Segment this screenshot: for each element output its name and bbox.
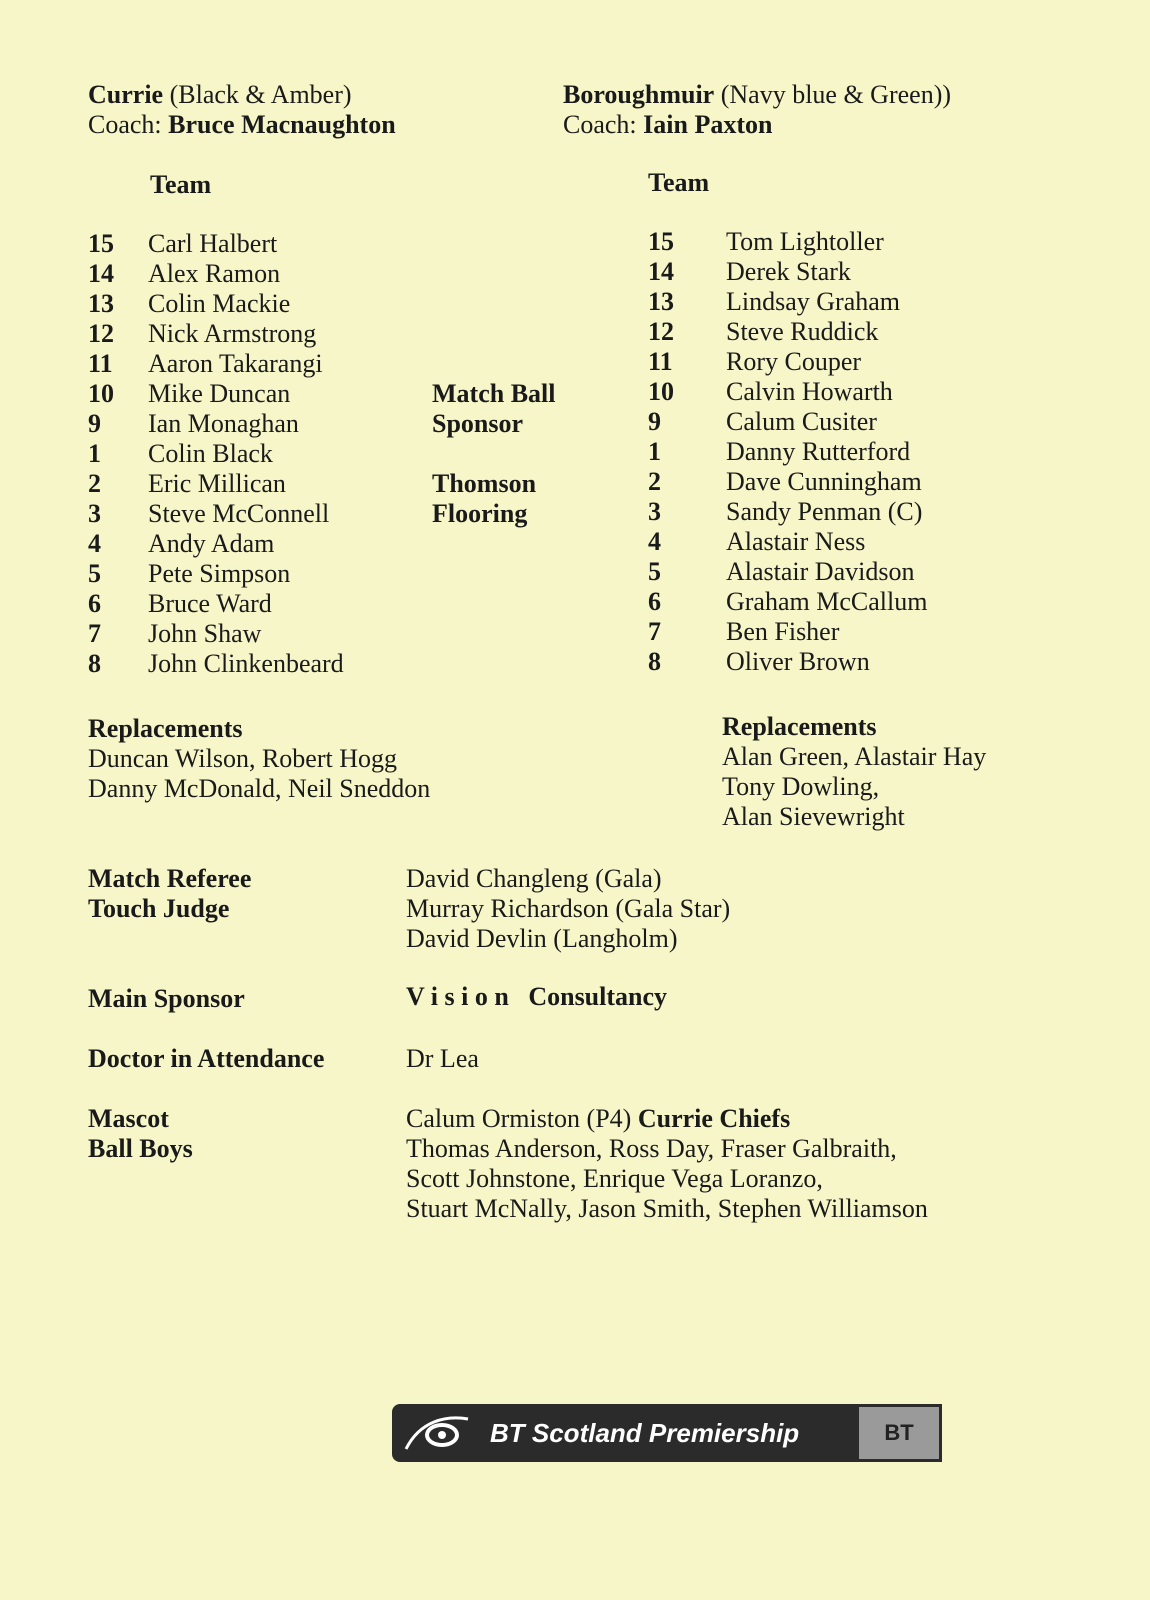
player-name: Tom Lightoller xyxy=(726,227,884,256)
player-name: Derek Stark xyxy=(726,257,851,286)
currie-coach xyxy=(88,110,396,140)
mascot-label: Mascot xyxy=(88,1104,169,1133)
boroughmuir-player-list xyxy=(648,227,927,677)
currie-team-name: Currie xyxy=(88,80,164,109)
boroughmuir-replacements-heading: Replacements xyxy=(722,712,877,741)
boroughmuir-replacements-line: Alan Sievewright xyxy=(722,802,905,831)
currie-player-list xyxy=(88,229,344,679)
boroughmuir-coach-name: Iain Paxton xyxy=(643,110,773,139)
main-sponsor-value: V i s i o n Consultancy xyxy=(406,982,668,1011)
player-name: Alastair Ness xyxy=(726,527,866,556)
player-number: 13 xyxy=(88,289,114,318)
player-number: 10 xyxy=(88,379,114,408)
player-name: Steve McConnell xyxy=(148,499,330,528)
player-name: Dave Cunningham xyxy=(726,467,922,496)
player-number: 3 xyxy=(88,499,101,528)
player-name: Calum Cusiter xyxy=(726,407,877,436)
touch-judge-name: David Devlin (Langholm) xyxy=(406,924,678,953)
player-row xyxy=(648,647,927,677)
player-number: 8 xyxy=(88,649,101,678)
player-name: Nick Armstrong xyxy=(148,319,317,348)
player-row xyxy=(648,347,927,377)
rugby-ball-thistle-icon xyxy=(392,1404,482,1462)
player-number: 3 xyxy=(648,497,661,526)
boroughmuir-header xyxy=(563,80,951,110)
player-number: 6 xyxy=(88,589,101,618)
player-number: 2 xyxy=(88,469,101,498)
player-number: 11 xyxy=(648,347,673,376)
match-ball-heading-1: Match Ball xyxy=(432,379,556,408)
player-name: Carl Halbert xyxy=(148,229,278,258)
player-name: Lindsay Graham xyxy=(726,287,901,316)
boroughmuir-replacements-line: Alan Green, Alastair Hay xyxy=(722,742,987,771)
player-name: John Shaw xyxy=(148,619,262,648)
player-number: 12 xyxy=(648,317,674,346)
currie-team-heading: Team xyxy=(150,170,212,199)
player-row xyxy=(88,319,344,349)
player-name: Colin Black xyxy=(148,439,273,468)
player-row xyxy=(88,259,344,289)
player-row xyxy=(648,527,927,557)
currie-coach-label: Coach: xyxy=(88,110,162,139)
player-row xyxy=(88,649,344,679)
player-number: 14 xyxy=(88,259,114,288)
player-row xyxy=(88,379,344,409)
player-number: 2 xyxy=(648,467,661,496)
ball-boys-line: Stuart McNally, Jason Smith, Stephen Williamson xyxy=(406,1194,928,1223)
player-row xyxy=(648,587,927,617)
player-number: 9 xyxy=(88,409,101,438)
player-row xyxy=(88,229,344,259)
boroughmuir-coach-label: Coach: xyxy=(563,110,637,139)
match-ball-heading-2: Sponsor xyxy=(432,409,524,438)
mascot-value xyxy=(406,1104,790,1134)
player-row xyxy=(648,617,927,647)
player-name: Rory Couper xyxy=(726,347,862,376)
player-row xyxy=(88,469,344,499)
player-name: Colin Mackie xyxy=(148,289,291,318)
player-row xyxy=(88,589,344,619)
currie-coach-name: Bruce Macnaughton xyxy=(168,110,396,139)
player-name: Pete Simpson xyxy=(148,559,291,588)
player-number: 7 xyxy=(88,619,101,648)
mascot-club: Currie Chiefs xyxy=(637,1104,791,1133)
currie-header xyxy=(88,80,352,110)
player-number: 12 xyxy=(88,319,114,348)
player-name: Ian Monaghan xyxy=(148,409,299,438)
ball-boys-label: Ball Boys xyxy=(88,1134,193,1163)
main-sponsor-label: Main Sponsor xyxy=(88,984,245,1013)
boroughmuir-replacements-line: Tony Dowling, xyxy=(722,772,880,801)
player-name: Alex Ramon xyxy=(148,259,281,288)
player-row xyxy=(88,289,344,319)
currie-colours: (Black & Amber) xyxy=(169,80,352,109)
player-name: Ben Fisher xyxy=(726,617,840,646)
mascot-name: Calum Ormiston (P4) xyxy=(406,1104,632,1133)
boroughmuir-coach xyxy=(563,110,772,140)
player-row xyxy=(88,499,344,529)
player-number: 6 xyxy=(648,587,661,616)
player-row xyxy=(648,257,927,287)
player-number: 5 xyxy=(88,559,101,588)
referee-name: David Changleng (Gala) xyxy=(406,864,662,893)
player-number: 1 xyxy=(648,437,661,466)
player-row xyxy=(88,439,344,469)
player-row xyxy=(88,529,344,559)
player-row xyxy=(88,559,344,589)
player-row xyxy=(88,619,344,649)
player-name: Aaron Takarangi xyxy=(148,349,323,378)
player-number: 1 xyxy=(88,439,101,468)
player-number: 13 xyxy=(648,287,674,316)
player-row xyxy=(648,437,927,467)
player-row xyxy=(88,409,344,439)
player-row xyxy=(648,557,927,587)
player-number: 14 xyxy=(648,257,674,286)
player-number: 10 xyxy=(648,377,674,406)
premiership-banner xyxy=(392,1404,942,1462)
player-name: Oliver Brown xyxy=(726,647,870,676)
player-name: Calvin Howarth xyxy=(726,377,893,406)
player-name: Danny Rutterford xyxy=(726,437,911,466)
currie-replacements-heading: Replacements xyxy=(88,714,243,743)
boroughmuir-team-name: Boroughmuir xyxy=(563,80,715,109)
player-number: 15 xyxy=(88,229,114,258)
doctor-value: Dr Lea xyxy=(406,1044,479,1073)
player-name: Bruce Ward xyxy=(148,589,272,618)
player-number: 4 xyxy=(648,527,661,556)
currie-replacements-line: Danny McDonald, Neil Sneddon xyxy=(88,774,431,803)
player-number: 15 xyxy=(648,227,674,256)
player-name: John Clinkenbeard xyxy=(148,649,344,678)
player-row xyxy=(648,287,927,317)
player-row xyxy=(648,377,927,407)
player-row xyxy=(648,227,927,257)
touch-judge-label: Touch Judge xyxy=(88,894,230,923)
referee-label: Match Referee xyxy=(88,864,252,893)
player-row xyxy=(88,349,344,379)
player-name: Graham McCallum xyxy=(726,587,928,616)
banner-title: BT Scotland Premiership xyxy=(490,1417,800,1448)
match-ball-sponsor-1: Thomson xyxy=(432,469,537,498)
touch-judge-name: Murray Richardson (Gala Star) xyxy=(406,894,731,923)
player-name: Mike Duncan xyxy=(148,379,291,408)
bt-logo-icon: BT xyxy=(859,1407,939,1459)
ball-boys-line: Thomas Anderson, Ross Day, Fraser Galbraith, xyxy=(406,1134,897,1163)
player-row xyxy=(648,467,927,497)
player-row xyxy=(648,407,927,437)
player-row xyxy=(648,497,927,527)
player-name: Steve Ruddick xyxy=(726,317,879,346)
boroughmuir-team-heading: Team xyxy=(648,168,710,197)
player-number: 5 xyxy=(648,557,661,586)
currie-replacements-line: Duncan Wilson, Robert Hogg xyxy=(88,744,397,773)
player-name: Andy Adam xyxy=(148,529,275,558)
doctor-label: Doctor in Attendance xyxy=(88,1044,325,1073)
ball-boys-line: Scott Johnstone, Enrique Vega Loranzo, xyxy=(406,1164,823,1193)
player-number: 11 xyxy=(88,349,113,378)
player-number: 8 xyxy=(648,647,661,676)
player-number: 9 xyxy=(648,407,661,436)
player-number: 7 xyxy=(648,617,661,646)
player-name: Sandy Penman (C) xyxy=(726,497,923,526)
player-number: 4 xyxy=(88,529,101,558)
player-row xyxy=(648,317,927,347)
player-name: Alastair Davidson xyxy=(726,557,915,586)
player-name: Eric Millican xyxy=(148,469,286,498)
boroughmuir-colours: (Navy blue & Green)) xyxy=(720,80,952,109)
match-ball-sponsor-2: Flooring xyxy=(432,499,528,528)
